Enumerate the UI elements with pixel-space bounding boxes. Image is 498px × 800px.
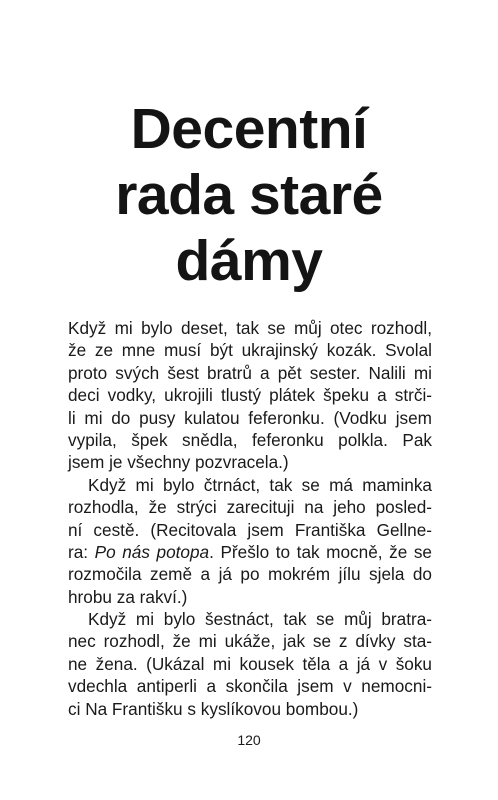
chapter-title-line: Decentní [130, 97, 368, 161]
text-line: Když mi bylo šestnáct, tak se můj bratra- [88, 609, 432, 630]
text-line: ra: Po nás potopa. Přešlo to tak mocně, že se [68, 541, 432, 562]
text-line: jsem je všechny pozvracela.) [68, 452, 289, 473]
text-line: rozhodla, že strýci zarecituji na jeho posled- [68, 497, 432, 518]
chapter-title [70, 96, 428, 294]
cited-title: Po nás potopa [94, 541, 210, 562]
text-line: nec rozhodl, že mi ukáže, jak se z dívky sta- [68, 631, 432, 652]
text-line: ci Na Františku s kyslíkovou bombou.) [68, 698, 359, 719]
paragraph [68, 317, 432, 474]
paragraph [68, 474, 432, 608]
chapter-title-line: dámy [175, 229, 323, 293]
text-line: vdechla antiperli a skončila jsem v nemocni- [68, 676, 432, 697]
text-line: li mi do pusy kulatou feferonku. (Vodku jsem [68, 407, 432, 428]
text-line: ne žena. (Ukázal mi kousek těla a já v šoku [68, 653, 432, 674]
chapter-title-line: rada staré [115, 163, 383, 227]
text-line: že ze mne musí být ukrajinský kozák. Svolal [68, 340, 432, 361]
text-line: deci vodky, ukrojili tlustý plátek špeku a strči- [68, 385, 432, 406]
text-line: proto svých šest bratrů a pět sester. Nalili mi [68, 362, 432, 383]
text-line: ní cestě. (Recitovala jsem Františka Gellne- [68, 519, 432, 540]
page-number: 120 [237, 732, 261, 748]
text-line: vypila, špek snědla, feferonku polkla. Pak [68, 429, 432, 450]
body-text [68, 317, 432, 720]
text-line: Když mi bylo čtrnáct, tak se má maminka [88, 474, 432, 495]
paragraph [68, 608, 432, 720]
text-line: hrobu za rakví.) [68, 586, 188, 607]
text-line: Když mi bylo deset, tak se můj otec rozhodl, [68, 318, 432, 338]
text-line: rozmočila země a já po mokrém jílu sjela do [68, 564, 432, 585]
